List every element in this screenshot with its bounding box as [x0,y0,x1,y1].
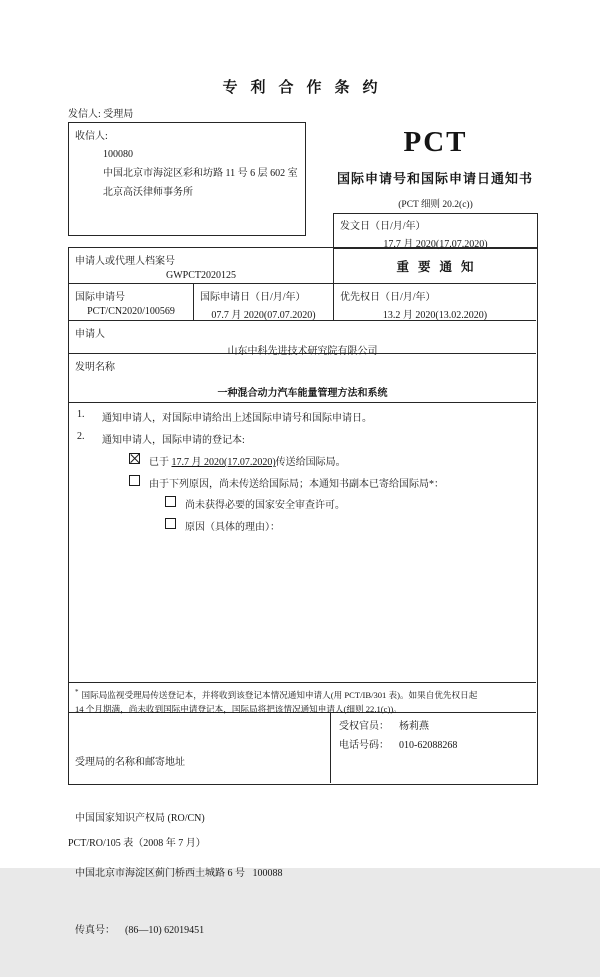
recipient-postal-code: 100080 [103,149,133,160]
checkbox-reason-text: 原因（具体的理由）： [185,521,280,533]
checkbox-security[interactable] [165,496,176,507]
important-notice-text: 重要通知 [396,259,483,274]
application-number-cell [69,284,194,321]
phone-value: 010-62088268 [399,740,458,751]
checkbox-row-security [165,496,528,511]
office-label: 受理局的名称和邮寄地址 [75,757,185,768]
invention-title-value: 一种混合动力汽车能量管理方法和系统 [217,388,388,399]
officer-label: 受权官员： [339,721,389,732]
fax-label: 传真号： [75,924,115,936]
recipient-address: 中国北京市海淀区彩和坊路 11 号 6 层 602 室 [103,168,298,179]
footnote-marker: * [75,688,79,696]
applicant-cell [69,321,536,357]
invention-title-cell [69,354,536,403]
file-reference-cell [69,248,334,284]
pct-logo: PCT [403,126,468,158]
transmittal-date: 17.7 月 2020(17.07.2020) [171,457,276,468]
recipient-label: 收信人: [75,131,108,142]
important-notice-cell [334,248,536,284]
priority-date-label: 优先权日（日/月/年） [340,292,436,303]
notification-body-cell [69,403,536,683]
checkbox-row-sent [129,453,528,468]
priority-date-value: 13.2 月 2020(13.02.2020) [382,310,488,321]
office-fax [75,921,324,940]
file-reference-value: GWPCT2020125 [166,270,236,281]
authorized-officer-cell [331,713,536,783]
phone-row [339,736,528,755]
footnote-cell [69,683,536,713]
form-number-footer: PCT/RO/105 表（2008 年 7 月） [68,838,206,849]
notification-item-2 [77,431,528,446]
sender-line: 发信人: 受理局 [68,109,134,120]
file-reference-label: 申请人或代理人档案号 [75,256,175,267]
invention-title-label: 发明名称 [75,362,115,373]
footnote-line-2: 14 个月期满，尚未收到国际申请登记本，国际局将把该情况通知申请人(细则 22.1(c))。 [75,703,402,714]
fax-value: (86—10) 62019451 [125,924,205,936]
treaty-title: 专利合作条约 [222,80,391,96]
applicant-label: 申请人 [75,329,105,340]
checkbox-security-text: 尚未获得必要的国家安全审查许可。 [185,500,345,511]
item-1-number: 1. [77,409,85,420]
recipient-name: 北京高沃律师事务所 [103,187,193,198]
mailing-date-value: 17.7 月 2020(17.07.2020) [383,239,488,250]
checkbox-not-sent[interactable] [129,475,140,486]
officer-row [339,717,528,736]
checkbox-row-not-sent [129,475,528,490]
footnote-line-1: * 国际局监视受理局传送登记本，并将收到该登记本情况通知申请人(用 PCT/IB/301 表)。如果自优先权日起 [75,688,478,700]
phone-label: 电话号码： [339,740,389,751]
application-number-value: PCT/CN2020/100569 [87,306,175,317]
mailing-date-label: 发文日（日/月/年） [340,221,426,232]
filing-date-label: 国际申请日（日/月/年） [200,292,306,303]
notification-title: 国际申请号和国际申请日通知书 [336,171,533,186]
priority-date-cell [334,284,536,321]
filing-date-cell [194,284,334,321]
rule-reference: (PCT 细则 20.2(c)) [398,200,473,210]
checkbox-sent-text: 已于 17.7 月 2020(17.07.2020)传送给国际局。 [149,457,346,468]
officer-name: 杨莉燕 [399,721,429,732]
filing-date-value: 07.7 月 2020(07.07.2020) [211,310,316,321]
item-2-number: 2. [77,431,85,442]
item-2-text: 通知申请人，国际申请的登记本: [102,435,245,446]
checkbox-row-reason [165,518,528,533]
applicant-value: 山东中科先进技术研究院有限公司 [227,346,378,357]
notification-item-1 [77,409,528,424]
checkbox-sent[interactable] [129,453,140,464]
checkbox-reason[interactable] [165,518,176,529]
office-address: 中国北京市海淀区蓟门桥西土城路 6 号 100088 [75,868,283,879]
mailing-date-cell [333,213,538,249]
recipient-box [68,122,306,236]
application-number-label: 国际申请号 [75,292,125,303]
item-1-text: 通知申请人，对国际申请给出上述国际申请号和国际申请日。 [102,413,372,424]
office-name: 中国国家知识产权局 (RO/CN) [75,812,205,824]
checkbox-not-sent-text: 由于下列原因，尚未传送给国际局；本通知书副本已寄给国际局*： [149,478,444,490]
